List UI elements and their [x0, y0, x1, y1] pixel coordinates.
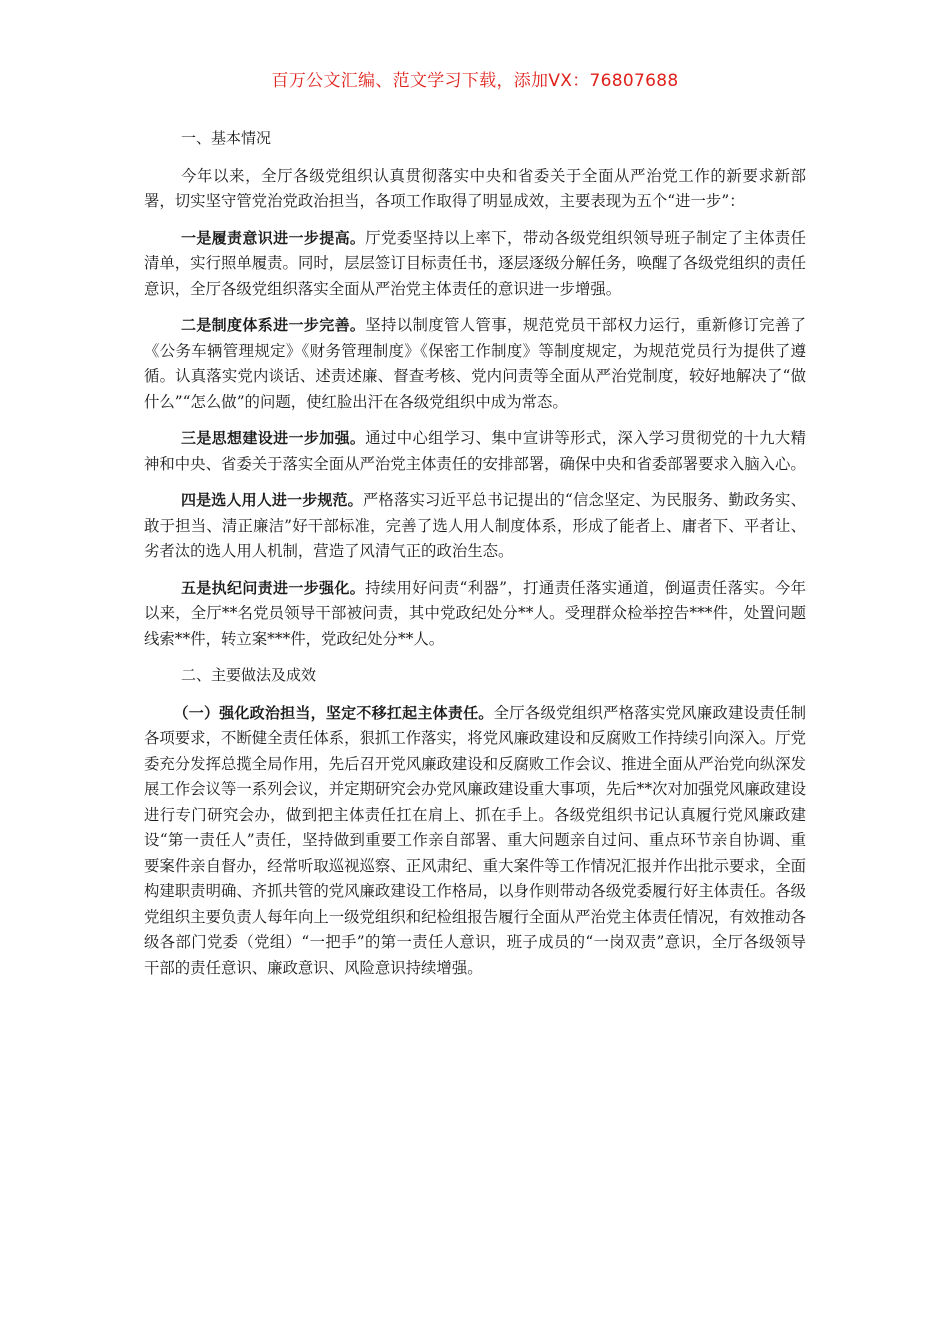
section-heading-basic-situation: 一、基本情况	[181, 129, 272, 147]
section-heading-main-practices: 二、主要做法及成效	[181, 666, 317, 684]
paragraph-lead: （一）强化政治担当，坚定不移扛起主体责任。	[173, 703, 494, 722]
paragraph-text: 通过中心组学习、集中宣讲等形式，深入学习贯彻党的十九大精神和中央、省委关于落实全面从严治党主体责任的安排部署，确保中央和省委部署要求入脑入心。	[144, 429, 806, 473]
document-body	[144, 126, 806, 992]
paragraph-lead: 三是思想建设进一步加强。	[180, 429, 366, 447]
paragraph-practice-1	[144, 701, 806, 982]
paragraph-lead: 一是履责意识进一步提高。	[180, 228, 366, 247]
paragraph-item-4	[144, 488, 806, 565]
paragraph-lead: 二是制度体系进一步完善。	[180, 316, 366, 334]
paragraph-item-1	[144, 226, 806, 303]
paragraph-item-5	[144, 576, 806, 653]
paragraph-text: 持续用好问责“利器”，打通责任落实通道，倒逼责任落实。今年以来，全厅**名党员领导干部被问责，其中党政纪处分**人。受理群众检举控告***件，处置问题线索**件，转立案***件，党政纪处分**人。	[144, 578, 806, 648]
download-banner: 百万公文汇编、范文学习下载，添加VX：76807688	[271, 71, 679, 91]
paragraph-item-2	[144, 313, 806, 415]
paragraph-text: 全厅各级党组织严格落实党风廉政建设责任制各项要求，不断健全责任体系，狠抓工作落实，将党风廉政建设和反腐败工作持续引向深入。厅党委充分发挥总揽全局作用，先后召开党风廉政建设和反腐败工作会议、推进全面从严治党向纵深发展工作会议等一系列会议，并定期研究会办党风廉政建设重大事项，先后**次对加强党风廉政建设进行专门研究会办，做到把主体责任扛在肩上、抓在手上。各级党组织书记认真履行党风廉政建设“第一责任人”责任，坚持做到重要工作亲自部署、重大问题亲自过问、重点环节亲自协调、重要案件亲自督办，经常听取巡视巡察、正风肃纪、重大案件等工作情况汇报并作出批示要求，全面构建职责明确、齐抓共管的党风廉政建设工作格局，以身作则带动各级党委履行好主体责任。各级党组织主要负责人每年向上一级党组织和纪检组报告履行全面从严治党主体责任情况，有效推动各级各部门党委（党组）“一把手”的第一责任人意识，班子成员的“一岗双责”意识，全厅各级领导干部的责任意识、廉政意识、风险意识持续增强。	[144, 703, 806, 977]
intro-paragraph: 今年以来，全厅各级党组织认真贯彻落实中央和省委关于全面从严治党工作的新要求新部署，切实坚守管党治党政治担当，各项工作取得了明显成效，主要表现为五个“进一步”：	[144, 166, 806, 210]
paragraph-lead: 四是选人用人进一步规范。	[180, 491, 363, 509]
paragraph-text: 坚持以制度管人管事，规范党员干部权力运行，重新修订完善了《公务车辆管理规定》《财务管理制度》《保密工作制度》等制度规定，为规范党员行为提供了遵循。认真落实党内谈话、述责述廉、督查考核、党内问责等全面从严治党制度，较好地解决了“做什么”“怎么做”的问题，使红脸出汗在各级党组织中成为常态。	[144, 316, 806, 411]
paragraph-text: 厅党委坚持以上率下，带动各级党组织领导班子制定了主体责任清单，实行照单履责。同时，层层签订目标责任书，逐层逐级分解任务，唤醒了各级党组织的责任意识，全厅各级党组织落实全面从严治党主体责任的意识进一步增强。	[144, 228, 806, 298]
paragraph-item-3	[144, 426, 806, 477]
paragraph-text: 严格落实习近平总书记提出的“信念坚定、为民服务、勤政务实、敢于担当、清正廉洁”好干部标准，完善了选人用人制度体系，形成了能者上、庸者下、平者让、劣者汰的选人用人机制，营造了风清气正的政治生态。	[144, 491, 806, 560]
paragraph-lead: 五是执纪问责进一步强化。	[180, 578, 366, 597]
